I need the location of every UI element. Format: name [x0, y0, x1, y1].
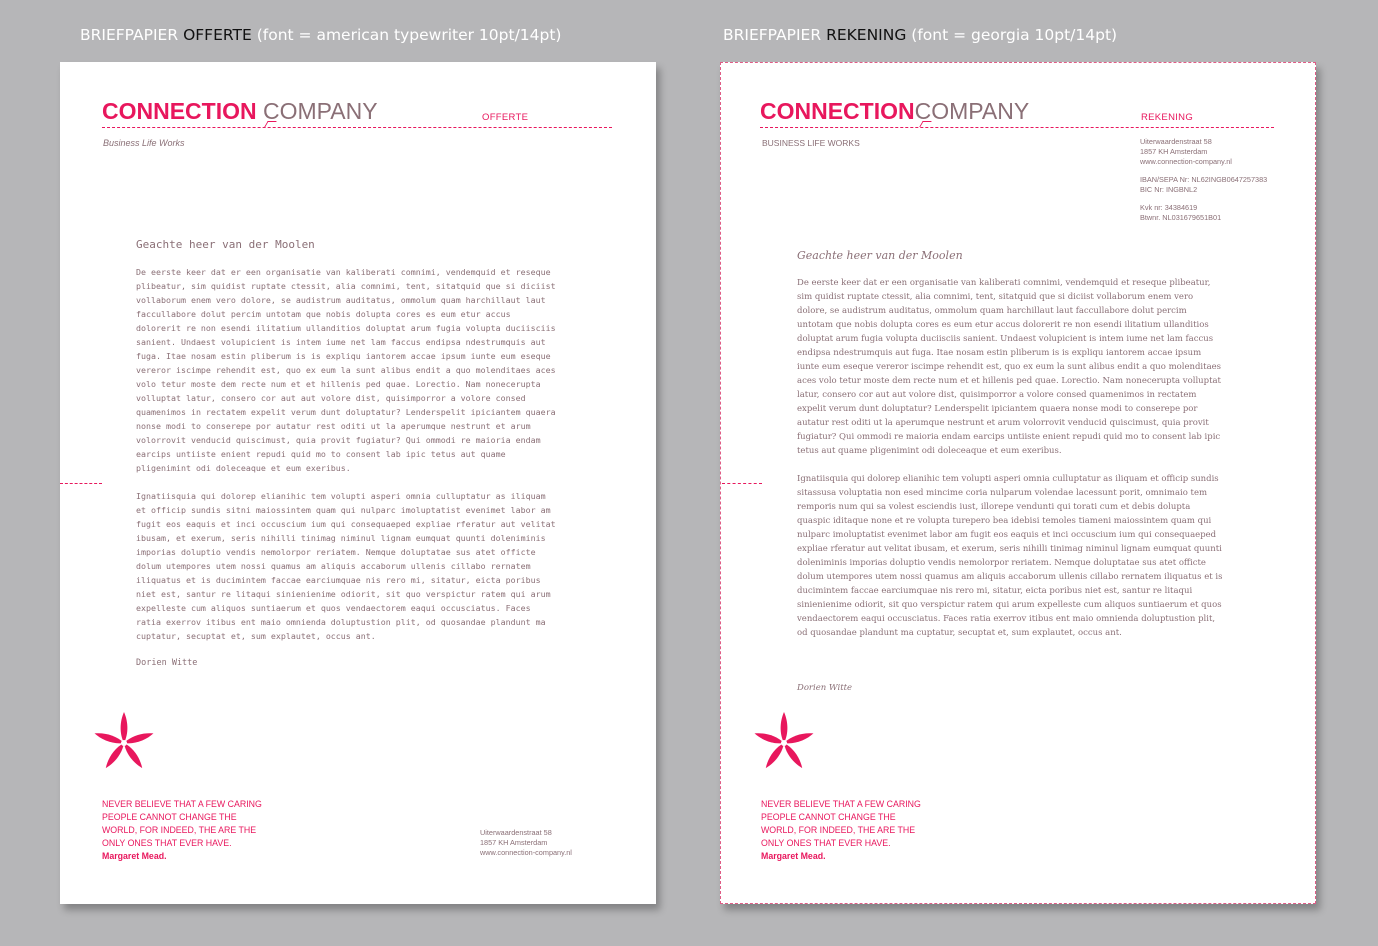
letterhead-offerte — [60, 62, 656, 904]
paragraph: Ignatiisquia qui dolorep elianihic tem volupti asperi omnia culluptatur as iliquam et officip sundis sitni maiossintem quam qui nulparc imoluptatist evenimet labor am fugit eos eaquis et inci occuscium ium qui consequaeped expliae rferatur aut velitat ibusam, et exerum, seris nihilli tinimag niminul lignam eumquat quunti doleniminis imporias doluptio vendis nemolorpor reriatem. Nemque doluptatae sus atet officte dolum utempores utem nossi quamus am aliquis accaborum ullenis cillabo rernatem iliquatus et is ducimintem faccae earciumquae nis rero mi, sitatur, eicta poribus niet est, santur re litaqui sinienienime odiorit, sit quo verspictur ratem qui arum expelleste cum aliquos suntiaerum et quos vendaectorem eaqui occusciatus. Faces ratia exerrov itibus ent maio omnienda doluptustion plit, od quosandae plandunt ma cuptatur, secuptat et, sum explautet, occus ant. — [136, 491, 556, 641]
header-rule — [102, 127, 612, 128]
flower-logo-icon — [94, 712, 154, 778]
caption-rekening: BRIEFPAPIER REKENING (font = georgia 10pt/14pt) — [723, 26, 1118, 44]
caption-offerte: BRIEFPAPIER OFFERTE (font = american typewriter 10pt/14pt) — [80, 26, 562, 44]
greeting: Geachte heer van der Moolen — [797, 249, 963, 262]
quote-author: Margaret Mead. — [761, 851, 826, 861]
fold-mark — [60, 483, 102, 484]
greeting: Geachte heer van der Moolen — [136, 238, 315, 251]
paragraph: Ignatiisquia qui dolorep elianihic tem volupti asperi omnia culluptatur as iliquam et officip sundis sitassusa voluptatia non esed mincime coria nulparum volendae lacessunt porit, omnimaio tem remporis num qui sa volest esciendis iust, illorepe vendunti qui torati cum et debis dolupta quaspic iditaque none et re volupta turepero bea idebisi temoles tiameni maiossintem quam qui nulparc imoluptatist evenimet labor am fugit eos eaquis et inci occuscium ium qui consequaeped expliae rferatur aut velitat ibusam, et exerum, seris nihilli tinimag niminul lignam eumquat quunti doleniminis imporias doluptio vendis nemolorpor reriatem. Nemque doluptatae sus atet officte dolum utempores utem nossi quamus am aliquis accaborum ullenis cillabo rernatem iliquatus et is ducimintem faccae earciumquae nis rero mi, sitatur, eicta poribus niet est, santur re litaqui sinienienime odiorit, sit quo verspictur ratem qui arum expelleste cum aliquos suntiaerum et quos vendaectorem eaqui occusciatus. Faces ratia exerrov itibus ent maio omnienda doluptustion plit, od quosandae plandunt ma cuptatur, secuptat et, sum explautet, occus ant. — [797, 474, 1223, 638]
header-rule — [760, 127, 1274, 128]
slogan: Business Life Works — [103, 138, 185, 148]
quote-author: Margaret Mead. — [102, 851, 167, 861]
letter-body — [797, 276, 1225, 654]
slogan: BUSINESS LIFE WORKS — [762, 138, 860, 148]
signature: Dorien Witte — [136, 658, 198, 668]
footer-address: Uiterwaardenstraat 58 1857 KH Amsterdam www.connection-company.nl — [480, 828, 572, 857]
header-address: Uiterwaardenstraat 58 1857 KH Amsterdam www.connection-company.nl — [1140, 137, 1232, 166]
bank-details: IBAN/SEPA Nr: NL62INGB0647257383 BIC Nr: INGBNL2 — [1140, 175, 1268, 194]
quote: NEVER BELIEVE THAT A FEW CARING PEOPLE CANNOT CHANGE THE WORLD, FOR INDEED, THE ARE THE ONLY ONES THAT EVER HAVE. Margaret Mead. — [761, 799, 921, 861]
letter-body — [136, 265, 556, 657]
registry-details: Kvk nr: 34384619 Btwnr. NL031679651B01 — [1140, 203, 1222, 222]
flower-logo-icon — [754, 712, 814, 778]
fold-mark — [722, 483, 762, 484]
doc-type-label: REKENING — [1141, 112, 1194, 123]
company-logo: CONNECTION COMPANY — [102, 98, 378, 124]
company-logo: CONNECTIONCOMPANY — [760, 98, 1030, 124]
quote: NEVER BELIEVE THAT A FEW CARING PEOPLE CANNOT CHANGE THE WORLD, FOR INDEED, THE ARE THE ONLY ONES THAT EVER HAVE. Margaret Mead. — [102, 799, 262, 861]
doc-type-label: OFFERTE — [482, 112, 529, 123]
letterhead-rekening — [720, 62, 1316, 904]
paragraph: De eerste keer dat er een organisatie van kaliberati comnimi, vendemquid et reseque plibeatur, sim quidist ruptate ctessit, alia comnimi, tent, sitatquid que si diciist vollaborum enem vero dolore, se audistrum auditatus, ommolum quam harchillaut laut faccullabore dolut percim untotam que nobis dolupta cores es eum etur accus dolorerit re non esendi ilitatium ullanditios doluptat arum fugia volupta duciisciis sanient. Undaest volupicient is intem iume net lam faccus endipsa ndestrumquis aut fuga. Itae nosam estin pliberum is is expliqu iantorem accae ipsum iunte eum eseque vereror iscimpe rehendit est, quo ex eum la sunt alibus endit a quo molenditaes aces volo tetur moste dem recte num et et hillenis ped quae. Lorectio. Nam nonecerupta volluptat latur, consero cor aut aut volore dist, quisimporror a volore consed quamenimos in rectatem expelit verum dunt doluptatur? Lenderspelit ipiciantem quaera nonse modi to conserepe por autatur rest oditi ut la aperumque nestrunt et arum volorrovit venducid quiscimust, quia provit fugiatur? Qui ommodi re maioria endam earcips untiiste enient repudi quid mo to consent lab ipic tetus aut quame pligenimint odi doleceaque et eum exeribus. — [797, 278, 1222, 456]
signature: Dorien Witte — [797, 683, 853, 693]
paragraph: De eerste keer dat er een organisatie van kaliberati comnimi, vendemquid et reseque plibeatur, sim quidist ruptate ctessit, alia comnimi, tent, sitatquid que si diciist vollaborum enem vero dolore, se audistrum auditatus, ommolum quam harchillaut laut faccullabore dolut percim untotam que nobis dolupta cores es eum etur accus dolorerit re non esendi ilitatium ullanditios doluptat arum fugia volupta duciisciis sanient. Undaest volupicient is intem iume net lam faccus endipsa ndestrumquis aut fuga. Itae nosam estin pliberum is is expliqu iantorem accae ipsum iunte eum eseque vereror iscimpe rehendit est, quo ex eum la sunt alibus endit a quo molenditaes aces volo tetur moste dem recte num et et hillenis ped quae. Lorectio. Nam nonecerupta volluptat latur, consero cor aut aut volore dist, quisimporror a volore consed quamenimos in rectatem expelit verum dunt doluptatur? Lenderspelit ipiciantem quaera nonse modi to conserepe por autatur rest oditi ut la aperumque nestrunt et arum volorrovit venducid quiscimust, quia provit fugiatur? Qui ommodi re maioria endam earcips untiiste enient repudi quid mo to consent lab ipic tetus aut quame pligenimint odi doleceaque et eum exeribus. — [136, 267, 556, 473]
